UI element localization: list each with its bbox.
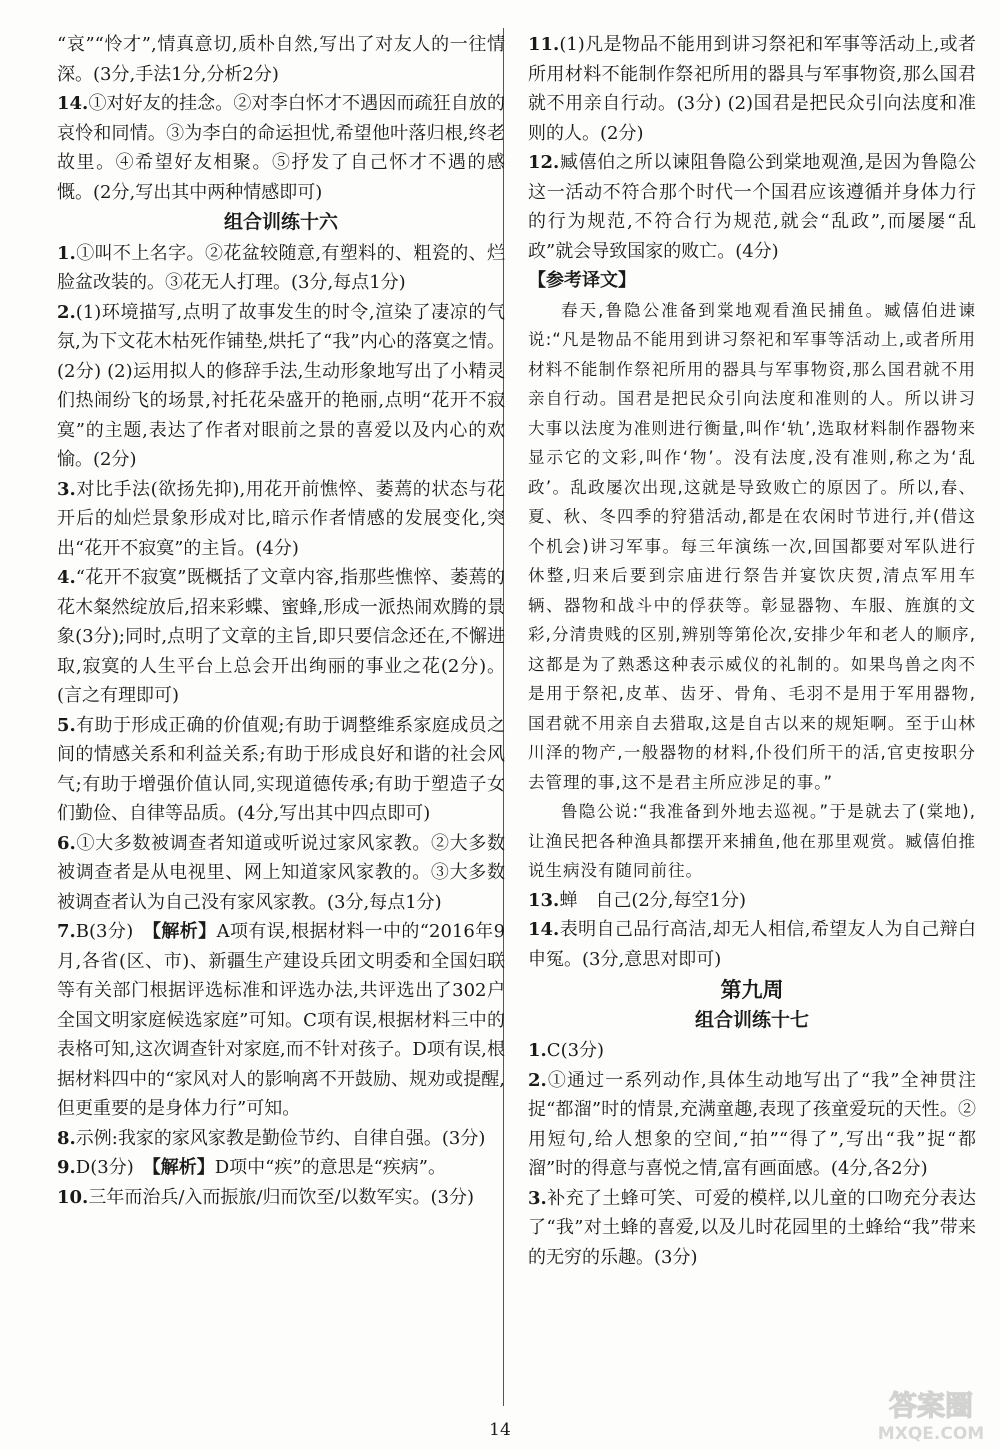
right-column: [528, 30, 976, 1272]
answer-8: [57, 1124, 505, 1154]
answer-13: [528, 886, 976, 916]
answer-text: D项中“疾”的意思是“疾病”。: [214, 1157, 446, 1178]
answer-r2: [528, 1066, 976, 1184]
answer-11: [528, 30, 976, 148]
question-number: 1.: [57, 242, 76, 264]
answer-text: ①大多数被调查者知道或听说过家风家教。②大多数被调查者是从电视里、网上知道家风家教的。③大多数被调查者认为自己没有家风家教。(3分,每点1分): [57, 832, 505, 913]
section-heading-17: 组合训练十七: [694, 1008, 809, 1031]
watermark-bottom-text: MXQE.COM: [877, 1424, 985, 1444]
answer-12: [528, 148, 976, 266]
answer-r1: [528, 1036, 976, 1066]
answer-continued: “哀”“怜才”,情真意切,质朴自然,写出了对友人的一往情深。(3分,手法1分,分析2分): [57, 34, 505, 85]
answer-text: 臧僖伯之所以谏阻鲁隐公到棠地观渔,是因为鲁隐公这一活动不符合那个时代一个国君应该遵循并身体力行的行为规范,不符合行为规范,就会“乱政”,而屡屡“乱政”就会导致国家的败亡。(4分): [528, 152, 976, 262]
question-number: 6.: [57, 832, 76, 854]
answer-text: C(3分): [546, 1040, 605, 1061]
answer-text: ①叫不上名字。②花盆较随意,有塑料的、粗瓷的、烂脸盆改装的。③花无人打理。(3分,每点1分): [57, 242, 505, 293]
question-number: 4.: [57, 567, 76, 588]
answer-text: 三年而治兵/入而振旅/归而饮至/以数军实。(3分): [88, 1186, 475, 1208]
answer-text: 有助于形成正确的价值观;有助于调整维系家庭成员之间的情感关系和利益关系;有助于形成良好和谐的社会风气;有助于增强价值认同,实现道德传承;有助于塑造子女们勤俭、自律等品质。(4分,写出其中四点即可): [57, 714, 505, 824]
answer-choice: D(3分): [75, 1157, 134, 1178]
answer-4: [57, 563, 505, 711]
question-number: 3.: [528, 1187, 547, 1209]
answer-text: 蝉 自己(2分,每空1分): [559, 889, 746, 911]
reference-translation-title: 【参考译文】: [528, 270, 636, 291]
answer-text: 表明自己品行高洁,却无人相信,希望友人为自己辩白申冤。(3分,意思对即可): [528, 919, 976, 970]
question-number: 1.: [528, 1040, 547, 1061]
answer-r3: [528, 1184, 976, 1273]
translation-paragraph-2: 鲁隐公说:“我准备到外地去巡视。”于是就去了(棠地),让渔民把各种渔具都摆开来捕鱼,他在那里观赏。臧僖伯推说生病没有随同前往。: [528, 802, 976, 880]
answer-text: A项有误,根据材料一中的“2016年9月,各省(区、市)、新疆生产建设兵团文明委和全国妇联等有关部门根据评选标准和评选办法,共评选出了302户全国文明家庭候选家庭”可知。C项有误,根据材料三中的表格可知,这次调查针对家庭,而不针对孩子。D项有误,根据材料四中的“家风对人的影响离不开鼓励、规劝或提醒,但更重要的是身体力行”可知。: [57, 921, 506, 1119]
question-number: 13.: [528, 889, 560, 911]
question-number: 2.: [57, 301, 76, 323]
question-number: 12.: [528, 152, 560, 173]
answer-text: (1)凡是物品不能用到讲习祭祀和军事等活动上,或者所用材料不能制作祭祀所用的器具与军事物资,那么国君就不用亲自行动。(3分) (2)国君是把民众引向法度和准则的人。(2分): [528, 34, 976, 144]
watermark-logo: [868, 1385, 994, 1445]
question-number: 2.: [528, 1069, 547, 1091]
question-number: 9.: [57, 1157, 76, 1178]
answer-9: [57, 1153, 505, 1183]
question-number: 5.: [57, 714, 76, 736]
answer-7: [57, 917, 505, 1124]
answer-3: [57, 475, 505, 564]
answer-text: 补充了土蜂可笑、可爱的模样,以儿童的口吻充分表达了“我”对土蜂的喜爱,以及儿时花园里的土蜂给“我”带来的无穷的乐趣。(3分): [528, 1187, 976, 1268]
question-number: 8.: [57, 1127, 76, 1149]
watermark-top-text: 答案圈: [888, 1389, 974, 1422]
page-number: 14: [489, 1420, 511, 1440]
answer-14: [57, 89, 505, 207]
left-column: [57, 30, 505, 1212]
answer-2: [57, 298, 505, 475]
question-number: 14.: [57, 93, 89, 114]
translation-paragraph-1: 春天,鲁隐公准备到棠地观看渔民捕鱼。臧僖伯进谏说:“凡是物品不能用到讲习祭祀和军事等活动上,或者所用材料不能制作祭祀所用的器具与军事物资,那么国君就不用亲自行动。国君是把民众引向法度和准则的人。所以讲习大事以法度为准则进行衡量,叫作‘轨’,选取材料制作器物来显示它的文彩,叫作‘物’。没有法度,没有准则,称之为‘乱政’。乱政屡次出现,这就是导致败亡的原因了。所以,春、夏、秋、冬四季的狩猎活动,都是在农闲时节进行,并(借这个机会)讲习军事。每三年演练一次,回国都要对军队进行休整,归来后要到宗庙进行祭告并宴饮庆贺,清点军用车辆、器物和战斗中的俘获等。彰显器物、车服、旌旗的文彩,分清贵贱的区别,辨别等第伦次,安排少年和老人的顺序,这都是为了熟悉这种表示威仪的礼制的。如果鸟兽之肉不是用于祭祀,皮革、齿牙、骨角、毛羽不是用于军用器物,国君就不用亲自去猎取,这是自古以来的规矩啊。至于山林川泽的物产,一般器物的材料,仆役们所干的活,官吏按职分去管理的事,这不是君主所应涉足的事。”: [528, 300, 976, 792]
week-heading: 第九周: [720, 977, 784, 1002]
answer-text: 示例:我家的家风家教是勤俭节约、自律自强。(3分): [75, 1127, 486, 1149]
question-number: 14.: [528, 919, 560, 940]
answer-5: [57, 711, 505, 829]
answer-text: ①通过一系列动作,具体生动地写出了“我”全神贯注捉“都溜”时的情景,充满童趣,表现了孩童爱玩的天性。②用短句,给人想象的空间,“拍”“得了”,写出“我”捉“都溜”时的得意与喜悦之情,富有画面感。(4分,各2分): [528, 1069, 976, 1179]
answer-choice: B(3分): [75, 921, 134, 942]
analysis-tag: 【解析】: [151, 1157, 215, 1178]
question-number: 7.: [57, 921, 76, 942]
question-number: 11.: [528, 34, 560, 55]
answer-10: [57, 1183, 505, 1213]
question-number: 3.: [57, 478, 76, 500]
answer-text: “花开不寂寞”既概括了文章内容,指那些憔悴、萎蔫的花木粲然绽放后,招来彩蝶、蜜蜂,形成一派热闹欢腾的景象(3分);同时,点明了文章的主旨,即只要信念还在,不懈进取,寂寞的人生平台上总会开出绚丽的事业之花(2分)。(言之有理即可): [57, 567, 505, 706]
answer-6: [57, 829, 505, 918]
answer-1: [57, 239, 505, 298]
answer-text: ①对好友的挂念。②对李白怀才不遇因而疏狂自放的哀怜和同情。③为李白的命运担忧,希望他叶落归根,终老故里。④希望好友相聚。⑤抒发了自己怀才不遇的感慨。(2分,写出其中两种情感即可): [57, 93, 505, 203]
analysis-tag: 【解析】: [152, 921, 217, 942]
answer-text: 对比手法(欲扬先抑),用花开前憔悴、萎蔫的状态与花开后的灿烂景象形成对比,暗示作者情感的发展变化,突出“花开不寂寞”的主旨。(4分): [57, 478, 505, 559]
section-heading-16: 组合训练十六: [223, 211, 338, 233]
question-number: 10.: [57, 1186, 89, 1208]
answer-14b: [528, 915, 976, 974]
answer-text: (1)环境描写,点明了故事发生的时令,渲染了凄凉的气氛,为下文花木枯死作铺垫,烘托了“我”内心的落寞之情。(2分) (2)运用拟人的修辞手法,生动形象地写出了小精灵们热闹纷飞的场景,衬托花朵盛开的艳丽,点明“花开不寂寞”的主题,表达了作者对眼前之景的喜爱以及内心的欢愉。(2分): [57, 301, 505, 470]
